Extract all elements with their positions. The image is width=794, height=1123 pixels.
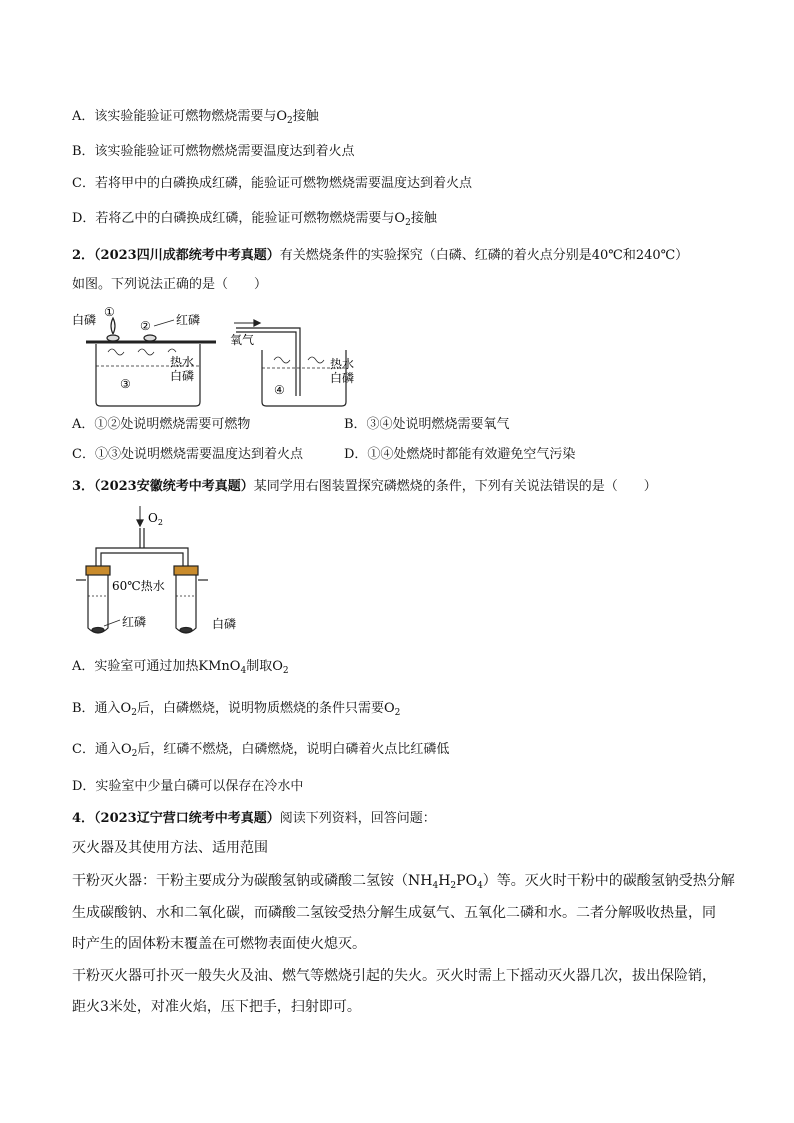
q1-option-b: B．该实验能验证可燃物燃烧需要温度达到着火点	[72, 144, 355, 159]
q2-label-oxygen: 氧气	[230, 333, 255, 347]
q4-p1-line3: 时产生的固体粉末覆盖在可燃物表面使火熄灭。	[72, 936, 366, 952]
q2-figure	[68, 302, 388, 414]
q4-stem: 4．（2023辽宁营口统考中考真题）阅读下列资料，回答问题：	[72, 811, 436, 826]
q1-option-c: C．若将甲中的白磷换成红磷，能验证可燃物燃烧需要温度达到着火点	[72, 176, 472, 191]
q2-label-hot-water-l: 热水	[170, 355, 195, 369]
q2-label-red-p: 红磷	[176, 313, 201, 327]
q2-left-beaker	[86, 318, 216, 406]
q2-option-c: C．①③处说明燃烧需要温度达到着火点	[72, 447, 303, 462]
q3-option-c: C．通入$O_2$后，红磷不燃烧，白磷燃烧，说明白磷着火点比红磷低	[72, 742, 450, 759]
q2-stem-cont: 如图。下列说法正确的是（ ）	[72, 277, 268, 292]
q3-label-red-p: 红磷	[122, 615, 147, 629]
q2-label-c3: ③	[120, 377, 131, 391]
q1-option-a: A．该实验能验证可燃物燃烧需要与$O_2$接触	[72, 109, 319, 126]
q2-option-b: B．③④处说明燃烧需要氧气	[344, 417, 510, 432]
q2-option-a: A．①②处说明燃烧需要可燃物	[72, 417, 251, 432]
q2-label-white-p: 白磷	[72, 313, 97, 327]
q2-label-c1: ①	[104, 305, 115, 319]
q2-label-c4: ④	[274, 383, 285, 397]
q3-stem: 3．（2023安徽统考中考真题）某同学用右图装置探究磷燃烧的条件，下列有关说法错误的是（ ）	[72, 479, 657, 494]
q2-option-d: D．①④处燃烧时都能有效避免空气污染	[344, 447, 576, 462]
q4-p2-line2: 距火3米处，对准火焰，压下把手，扫射即可。	[72, 999, 361, 1015]
q1-option-d: D．若将乙中的白磷换成红磷，能验证可燃物燃烧需要与$O_2$接触	[72, 211, 437, 228]
q2-stem: 2．（2023四川成都统考中考真题）有关燃烧条件的实验探究（白磷、红磷的着火点分别是40℃和240℃）	[72, 248, 689, 263]
q3-right-tube	[174, 566, 208, 633]
q4-p1-line1: 干粉灭火器：干粉主要成分为碳酸氢钠或磷酸二氢铵$(NH_4H_2PO_4)$等。灭火时干粉中的碳酸氢钠受热分解	[72, 873, 735, 891]
q3-label-water: 60℃热水	[112, 579, 165, 593]
q3-option-a: A．实验室可通过加热KMnO$_4$制取$O_2$	[72, 659, 289, 676]
q3-label-o2: $O_2$	[148, 511, 163, 527]
q3-left-tube	[76, 566, 110, 633]
q4-p1-line2: 生成碳酸钠、水和二氧化碳，而磷酸二氢铵受热分解生成氨气、五氧化二磷和水。二者分解吸收热量，同	[72, 905, 716, 921]
q3-label-white-p: 白磷	[212, 617, 237, 631]
q3-option-b: B．通入$O_2$后，白磷燃烧，说明物质燃烧的条件只需要$O_2$	[72, 701, 401, 718]
q2-label-white-p-r: 白磷	[330, 371, 355, 385]
q2-label-white-p2: 白磷	[170, 369, 195, 383]
q4-p2-line1: 干粉灭火器可扑灭一般失火及油、燃气等燃烧引起的失火。灭火时需上下摇动灭火器几次，拔出保险销，	[72, 968, 716, 984]
q4-heading: 灭火器及其使用方法、适用范围	[72, 840, 268, 856]
q3-option-d: D．实验室中少量白磷可以保存在冷水中	[72, 779, 304, 794]
q3-figure	[68, 504, 258, 642]
q2-label-hot-water-r: 热水	[330, 357, 355, 371]
q2-label-c2: ②	[140, 319, 151, 333]
